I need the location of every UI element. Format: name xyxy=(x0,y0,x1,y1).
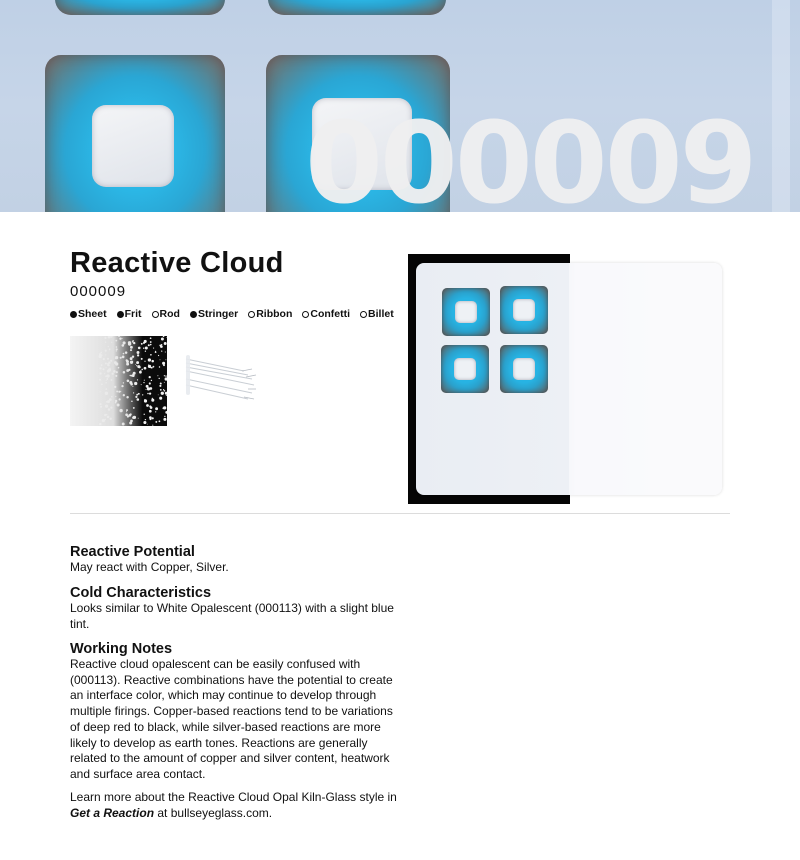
learn-more-text xyxy=(70,790,400,821)
product-sheet-photo xyxy=(416,263,722,495)
frit-image xyxy=(70,336,167,426)
availability-dot xyxy=(70,311,77,318)
learn-more-section xyxy=(70,790,400,821)
product-glass-square xyxy=(500,345,548,393)
availability-dot xyxy=(190,311,197,318)
section-body: Reactive cloud opalescent can be easily confused with (000113). Reactive combinations have the potential to create an interface color, which may continue to develop through multiple firings. Copper-based reactions tend to be variations of deep red to black, while silver-based reactions are more likely to develop as earth tones. Reactions are generally related to the amount of copper and silver content, heatwork and surface area contact. xyxy=(70,657,393,781)
form-frit xyxy=(117,308,142,320)
section-body: May react with Copper, Silver. xyxy=(70,560,229,574)
hero-glass-square xyxy=(45,55,225,212)
product-glass-square xyxy=(500,286,548,334)
section-heading: Reactive Potential xyxy=(70,544,195,560)
stringer-image xyxy=(182,345,258,409)
hero-glass-square xyxy=(55,0,225,15)
working-notes-section xyxy=(70,641,400,783)
hero-light-streak xyxy=(772,0,790,212)
learn-more-prefix: Learn more about the Reactive Cloud Opal Kiln-Glass style in xyxy=(70,790,397,804)
availability-dot xyxy=(117,311,124,318)
stringer-graphic xyxy=(182,345,258,409)
section-heading: Working Notes xyxy=(70,641,173,657)
form-label: Ribbon xyxy=(256,308,293,320)
form-confetti xyxy=(302,308,350,320)
product-glass-square xyxy=(442,288,490,336)
availability-dot xyxy=(302,311,309,318)
product-glass-hole xyxy=(513,358,535,380)
product-code: 000009 xyxy=(70,283,127,300)
reactive-potential-section xyxy=(70,544,400,576)
learn-more-suffix: at bullseyeglass.com. xyxy=(157,805,273,820)
availability-dot xyxy=(152,311,159,318)
form-label: Billet xyxy=(368,308,394,320)
hero-banner xyxy=(0,0,800,212)
product-glass-hole xyxy=(455,301,477,323)
form-sheet xyxy=(70,308,107,320)
form-label: Confetti xyxy=(310,308,351,320)
form-rod xyxy=(152,308,180,320)
availability-dot xyxy=(248,311,255,318)
form-ribbon xyxy=(248,308,292,320)
hero-glass-hole xyxy=(92,105,174,187)
form-stringer xyxy=(190,308,238,320)
section-divider xyxy=(70,513,730,514)
available-forms xyxy=(70,308,394,320)
product-glass-hole xyxy=(454,358,476,380)
section-body: Looks similar to White Opalescent (000113) with a slight blue tint. xyxy=(70,601,394,631)
form-label: Stringer xyxy=(197,308,239,320)
hero-color-code: 000009 xyxy=(305,99,755,212)
form-billet xyxy=(360,308,394,320)
frit-graphic xyxy=(70,336,167,426)
availability-dot xyxy=(360,311,367,318)
product-glass-hole xyxy=(513,299,535,321)
hero-glass-square xyxy=(268,0,446,15)
product-glass-square xyxy=(441,345,489,393)
page-title: Reactive Cloud xyxy=(70,247,284,279)
get-a-reaction-link[interactable]: Get a Reaction xyxy=(70,805,155,820)
section-heading: Cold Characteristics xyxy=(70,585,212,601)
form-label: Sheet xyxy=(78,308,107,320)
cold-characteristics-section xyxy=(70,585,400,632)
frosted-half xyxy=(569,263,722,495)
form-label: Rod xyxy=(159,308,180,320)
form-label: Frit xyxy=(124,308,142,320)
